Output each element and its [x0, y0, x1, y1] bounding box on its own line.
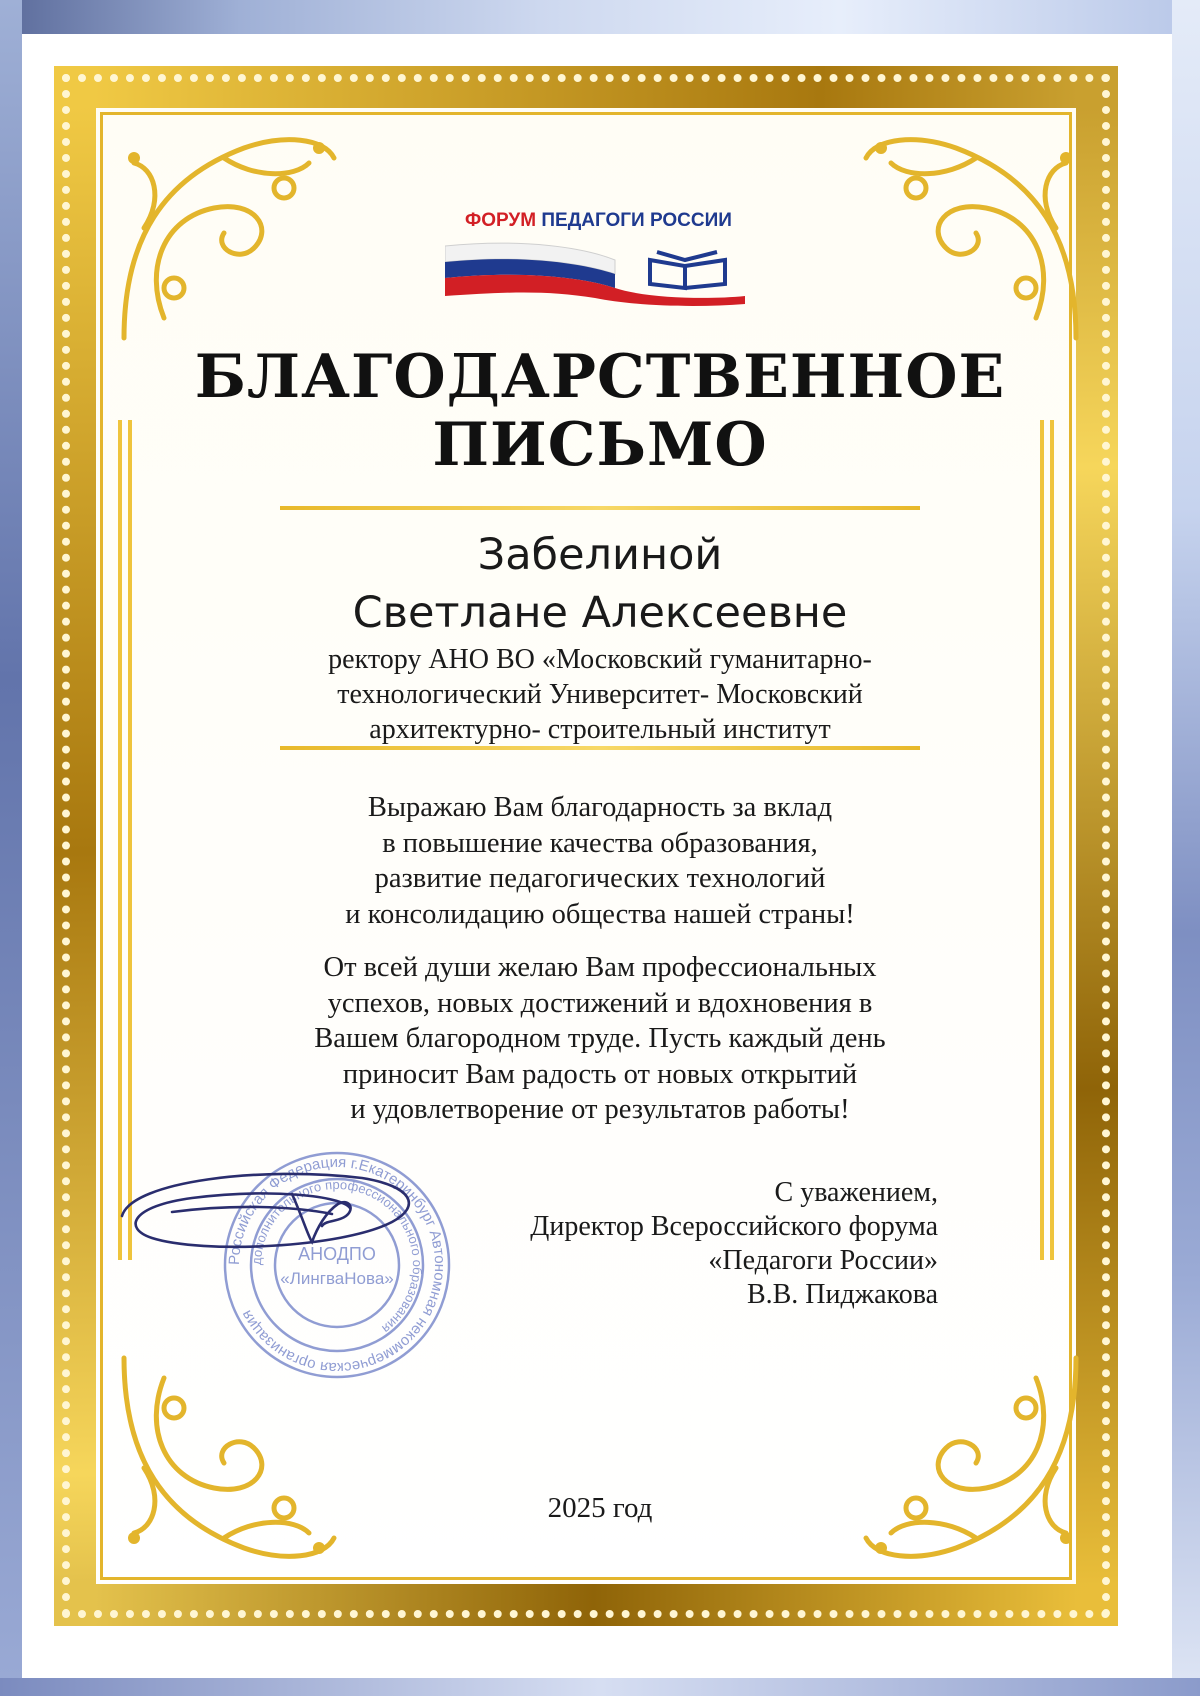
paragraph-line: и консолидацию общества нашей страны!: [345, 898, 855, 930]
position-line: архитектурно- строительный институт: [369, 714, 831, 745]
paragraph-line: успехов, новых достижений и вдохновения в: [327, 987, 873, 1019]
corner-ornament-top-left: [104, 118, 344, 358]
corner-ornament-top-right: [856, 118, 1096, 358]
paragraph-line: приносит Вам радость от новых открытий: [342, 1058, 858, 1090]
forum-logo: [445, 200, 755, 310]
logo-title: [465, 210, 732, 232]
gratitude-paragraph: [0, 790, 1200, 932]
stamp-center-line1: АНОДПО: [298, 1244, 376, 1264]
stamp-center-line2: «ЛингваНова»: [280, 1269, 394, 1288]
recipient-separator: [280, 746, 920, 750]
paragraph-line: и удовлетворение от результатов работы!: [350, 1094, 850, 1125]
recipient-surname: Забелиной: [477, 530, 723, 580]
paragraph-line: развитие педагогических технологий: [374, 863, 826, 894]
russian-flag-book-icon: [445, 238, 755, 310]
title-separator: [280, 506, 920, 510]
document-year: 2025 год: [547, 1492, 653, 1524]
scan-background-top: [0, 0, 1200, 34]
paragraph-line: Вашем благородном труде. Пусть каждый день: [314, 1023, 886, 1054]
signature-line: Директор Всероссийского форума: [530, 1211, 938, 1242]
paragraph-line: От всей души желаю Вам профессиональных: [323, 952, 877, 983]
paragraph-line: в повышение качества образования,: [382, 827, 818, 859]
signature-line: «Педагоги России»: [708, 1245, 938, 1276]
stamp-inner-text: дополнительного профессионального образования: [248, 1176, 426, 1337]
position-line: ректору АНО ВО «Московский гуманитарно-: [328, 644, 872, 675]
logo-title-blue: ПЕДАГОГИ РОССИИ: [541, 210, 732, 231]
corner-ornament-bottom-right: [856, 1338, 1096, 1578]
signer-name: В.В. Пиджакова: [746, 1279, 938, 1310]
document-title-line1: БЛАГОДАРСТВЕННОЕ: [194, 342, 1006, 412]
paragraph-line: Выражаю Вам благодарность за вклад: [367, 792, 833, 823]
logo-title-red: ФОРУМ: [465, 210, 537, 231]
scan-background-bottom: [0, 1678, 1200, 1696]
document-title-line2: ПИСЬМО: [432, 410, 768, 480]
position-line: технологический Университет- Московский: [337, 679, 863, 710]
handwritten-signature: [112, 1156, 432, 1276]
wishes-paragraph: [0, 950, 1200, 1128]
signature-line: С уважением,: [774, 1177, 938, 1208]
signature-block: [530, 1176, 938, 1312]
recipient-position: [0, 642, 1200, 747]
stamp-outer-text: Российская Федерация г.Екатеринбург Автономная некоммерческая организация: [225, 1153, 449, 1377]
recipient-name: Светлане Алексеевне: [352, 588, 848, 638]
